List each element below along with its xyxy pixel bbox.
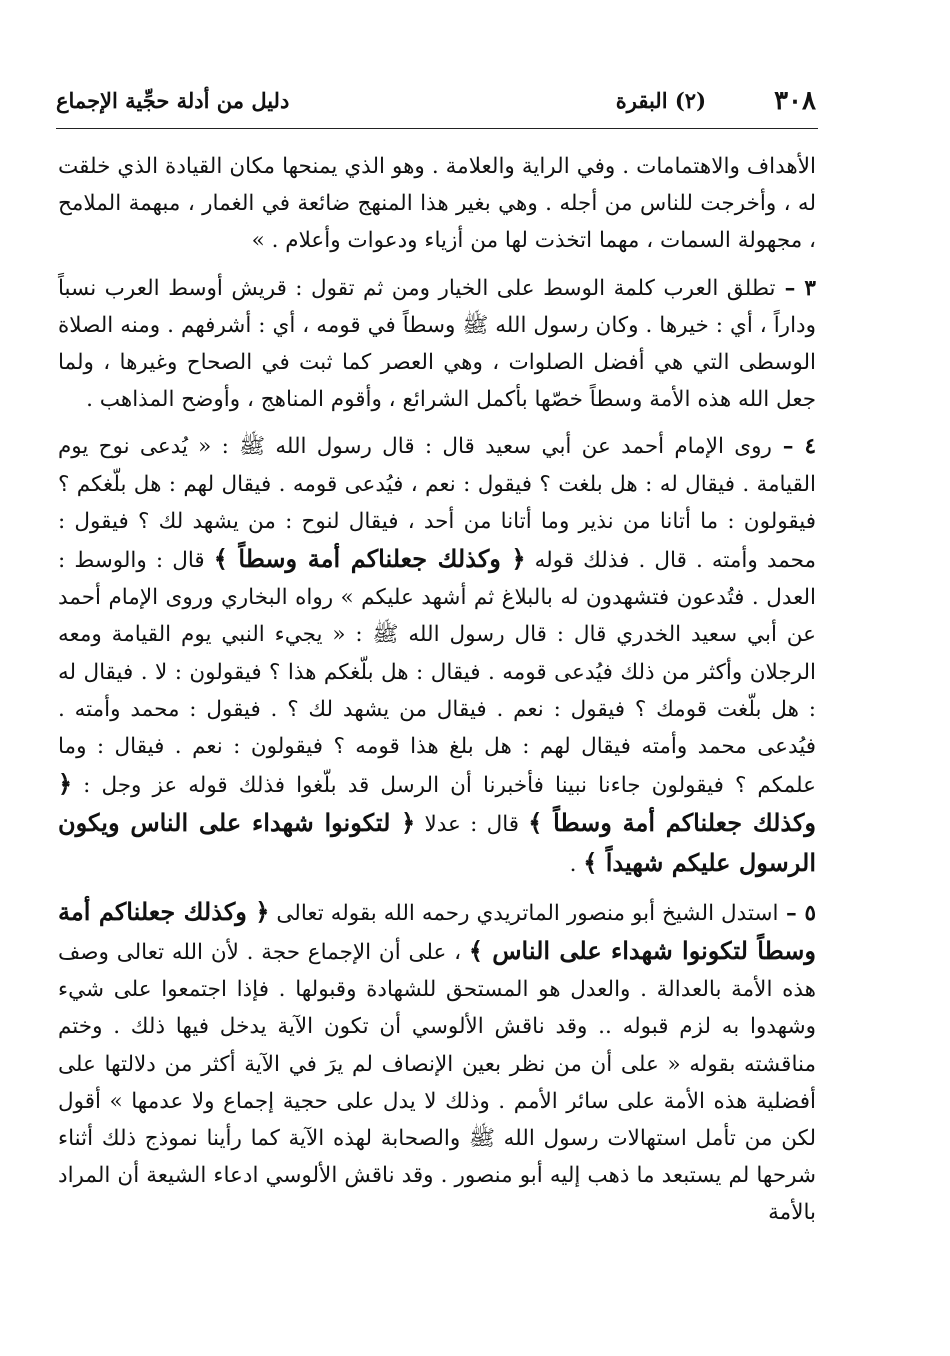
text-body <box>58 148 816 1232</box>
paragraph <box>58 270 816 419</box>
sura-name: (٢) البقرة <box>615 88 706 113</box>
paragraph-text: . <box>569 851 584 877</box>
paragraph-text: قال : والوسط : العدل . فتُدعون فتشهدون له بالبلاغ ثم أشهد عليكم » رواه البخاري وروى الإمام أحمد عن أبي سعيد الخدري قال : قال رسول الله ﷺ : « يجيء النبي يوم القيامة ومعه الرجلان وأكثر من ذلك فيُدعى قومه . فيقال : هل بلّغكم هذا ؟ فيقولون : لا . فيقال له : هل بلّغت قومك ؟ فيقول : نعم . فيقال من يشهد لك ؟ . فيقول : محمد وأمته . فيُدعى محمد وأمته فيقال لهم : هل بلغ هذا قومه ؟ فيقولون : نعم . فيقال : وما علمكم ؟ فيقولون جاءنا نبينا فأخبرنا أن الرسل قد بلّغوا فذلك قوله عز وجل : <box>58 548 816 799</box>
quran-quote: ﴿ لتكونوا شهداء على الناس ويكون الرسول عليكم شهيداً ﴾ <box>58 808 816 877</box>
note-number: ٥ – <box>778 900 816 926</box>
quran-quote: ﴿ وكذلك جعلناكم أمة وسطاً ﴾ <box>58 769 816 838</box>
paragraph <box>58 893 816 1232</box>
page-number: ٣٠٨ <box>774 86 816 116</box>
quran-quote: ﴿ وكذلك جعلناكم أمة وسطاً ﴾ <box>213 544 526 574</box>
note-number: ٣ – <box>775 275 816 301</box>
paragraph-text: الأهداف والاهتمامات . وفي الراية والعلامة . وهو الذي يمنحها مكان القيادة الذي خلقت له ، وأخرجت للناس من أجله . وهي بغير هذا المنهج ضائعة في الغمار ، مبهمة الملامح ، مجهولة السمات ، مهما اتخذت لها من أزياء ودعوات وأعلام . » <box>58 154 816 254</box>
running-header <box>56 86 816 126</box>
quran-quote: ﴿ وكذلك جعلناكم أمة وسطاً لتكونوا شهداء على الناس ﴾ <box>58 896 816 966</box>
paragraph <box>58 428 816 882</box>
paragraph <box>58 148 816 260</box>
paragraph-text: تطلق العرب كلمة الوسط على الخيار ومن ثم تقول : قريش أوسط العرب نسباً وداراً ، أي : خيرها . وكان رسول الله ﷺ وسطاً في قومه ، أي : أشرفهم . ومنه الصلاة الوسطى التي هي أفضل الصلوات ، وهي العصر كما ثبت في الصحاح وغيرها ، ولما جعل الله هذه الأمة وسطاً خصّها بأكمل الشرائع ، وأقوم المناهج ، وأوضح المذاهب . <box>58 275 816 413</box>
header-rule <box>56 128 818 129</box>
paragraph-text: استدل الشيخ أبو منصور الماتريدي رحمه الله بقوله تعالى <box>269 900 779 926</box>
paragraph-text: ، على أن الإجماع حجة . لأن الله تعالى وصف هذه الأمة بالعدالة . والعدل هو المستحق للشهادة وقبولها . فإذا اجتمعوا على شيء وشهدوا به لزم قبوله .. وقد ناقش الألوسي أن تكون الآية يدخل فيها ذلك . وختم مناقشته بقوله « على أن من نظر بعين الإنصاف لم يرَ في الآية أكثر من دلالتها على أفضلية هذه الأمة على سائر الأمم . وذلك لا يدل على حجية إجماع ولا عدمها » أقول لكن من تأمل استهالات رسول الله ﷺ والصحابة لهذه الآية كما رأينا نموذج ذلك أثناء شرحها لم يستبعد ما ذهب إليه أبو منصور . وقد ناقش الألوسي ادعاء الشيعة أن المراد بالأمة <box>58 940 816 1226</box>
chapter-title: دليل من أدلة حجِّية الإجماع <box>56 88 290 113</box>
paragraph-text: قال : عدلا <box>415 812 529 838</box>
note-number: ٤ – <box>771 434 816 460</box>
paragraph-text: روى الإمام أحمد عن أبي سعيد قال : قال رسول الله ﷺ : « يُدعى نوح يوم القيامة . فيقال له : هل بلغت ؟ فيقول : نعم ، فيُدعى قومه . فيقال لهم : هل بلّغكم ؟ فيقولون : ما أتانا من نذير وما أتانا من أحد ، فيقال لنوح : من يشهد لك ؟ فيقول : محمد وأمته . قال . فذلك قوله <box>58 434 816 574</box>
